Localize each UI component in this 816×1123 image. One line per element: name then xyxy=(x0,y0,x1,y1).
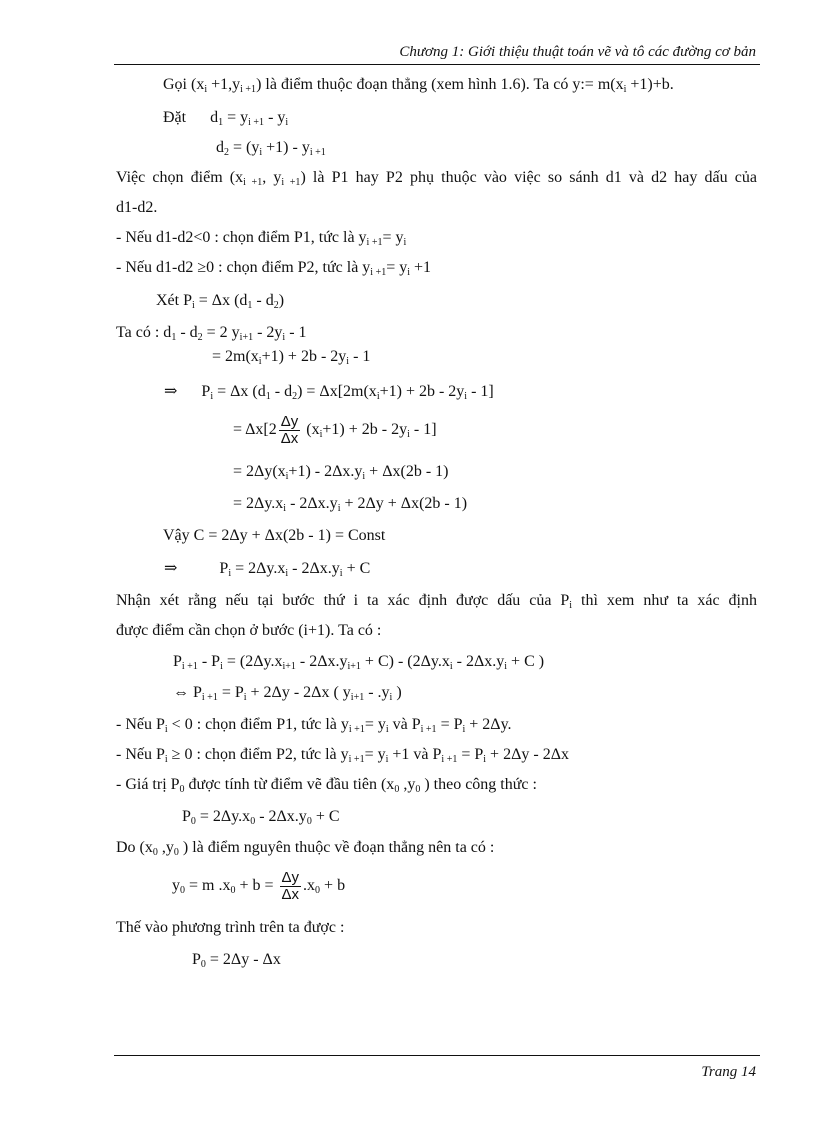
fraction-dy-dx: $\frac{\Delta y}{\Delta x}$ xyxy=(280,412,299,447)
text-line: = $2\Delta y(x_i+1) - 2\Delta x.y_i + \Delta x(2b - 1)$ xyxy=(233,463,449,482)
text-line: $P_{i +1} - P_i = (2\Delta y.x_{i+1} - 2\Delta x.y_{i+1} + C) - (2\Delta y.x_i - 2\Delta x.y_i + C$ ) xyxy=(173,653,545,672)
text-line: Thế vào phương trình trên ta được : xyxy=(116,919,345,936)
text-line: Ta có : $d_1 - d_2 = 2$ $y_{i+1} - 2y_i - 1$ xyxy=(116,324,307,343)
footer-rule xyxy=(114,1055,760,1056)
text-line: - Nếu d1-d2 ≥0 : chọn điểm P2, tức là $y_{i +1}= y_i +1$ xyxy=(116,259,432,278)
text-line: Nhận xét rằng nếu tại bước thứ i ta xác định được dấu của $P_i$ thì xem như ta xác định xyxy=(116,592,757,611)
text-line: $y_0 = m$ $.x_0 + b$ = $\frac{\Delta y}{\Delta x}$ $.x_0 + b$ xyxy=(172,868,346,903)
text-line: - Nếu $P_i < 0$ : chọn điểm P1, tức là $y_{i +1}= y_i$ và $P_{i +1} = P_i + 2\Delta y$. xyxy=(116,716,512,735)
header-rule xyxy=(114,64,760,65)
text-line: = $2m(x_i+1) + 2b - 2y_i - 1$ xyxy=(212,348,371,367)
text-line: Gọi $(x_i +1,y_{i +1})$ là điểm thuộc đoạn thẳng (xem hình 1.6). Ta có y:= $m(x_i +1)+b$. xyxy=(163,76,674,95)
text-line: = $2\Delta y.x_i - 2\Delta x.y_i + 2\Delta y + \Delta x(2b - 1)$ xyxy=(233,495,468,514)
text-line: Do ($x_0$ $,y_0$ ) là điểm nguyên thuộc về đoạn thẳng nên ta có : xyxy=(116,839,495,858)
text-line: - Nếu $P_i \ge 0$ : chọn điểm P2, tức là $y_{i +1}= y_i +1$ và $P_{i +1} = P_i + 2\Delta y - 2\Delta x$ xyxy=(116,746,569,765)
text-line: Đặt $d_1 = y_{i +1} - y_i$ xyxy=(163,109,289,128)
text-line: ⇔ $P_{i +1} = P_i + 2\Delta y - 2\Delta x$ ( $y_{i+1} - .y_i$ ) xyxy=(173,684,402,703)
text-line: d1-d2. xyxy=(116,199,158,216)
chapter-header: Chương 1: Giới thiệu thuật toán vẽ và tô các đường cơ bản xyxy=(399,44,756,60)
text-line: = Δx[2 $\frac{\Delta y}{\Delta x}$ $(x_i+1) + 2b - 2y_i - 1$] xyxy=(233,412,437,447)
text-line: Xét $P_i = \Delta x$ $(d_1 - d_2)$ xyxy=(156,292,285,311)
text-line: - Giá trị $P_0$ được tính từ điểm vẽ đầu tiên ($x_0$ $,y_0$ ) theo công thức : xyxy=(116,776,537,795)
text-line: ⇒ $P_i = 2\Delta y.x_i - 2\Delta x.y_i + C$ xyxy=(164,560,371,579)
text-line: $P_0 = 2\Delta y.x_0 - 2\Delta x.y_0 + C$ xyxy=(182,808,340,827)
text-line: $d_2 = (y_i +1) - y_{i +1}$ xyxy=(216,139,326,158)
text-line: - Nếu d1-d2<0 : chọn điểm P1, tức là $y_{i +1}= y_i$ xyxy=(116,229,407,248)
text-line: Vậy C = 2Δy + Δx(2b - 1) = Const xyxy=(163,527,386,544)
fraction-dy-dx: $\frac{\Delta y}{\Delta x}$ xyxy=(281,868,300,903)
text-line: được điểm cần chọn ở bước (i+1). Ta có : xyxy=(116,622,382,639)
text-line: Việc chọn điểm ($x_{i +1}$, $y_{i +1}$) là P1 hay P2 phụ thuộc vào việc so sánh d1 và d2 hay dấu của xyxy=(116,169,758,188)
text-line: $P_0 = 2\Delta y - \Delta x$ xyxy=(192,951,281,970)
text-line: ⇒ $P_i = \Delta x$ $(d_1 - d_2) = \Delta x[2m(x_i+1) + 2b - 2y_i - 1]$ xyxy=(164,383,494,402)
page-number: Trang 14 xyxy=(701,1064,756,1080)
